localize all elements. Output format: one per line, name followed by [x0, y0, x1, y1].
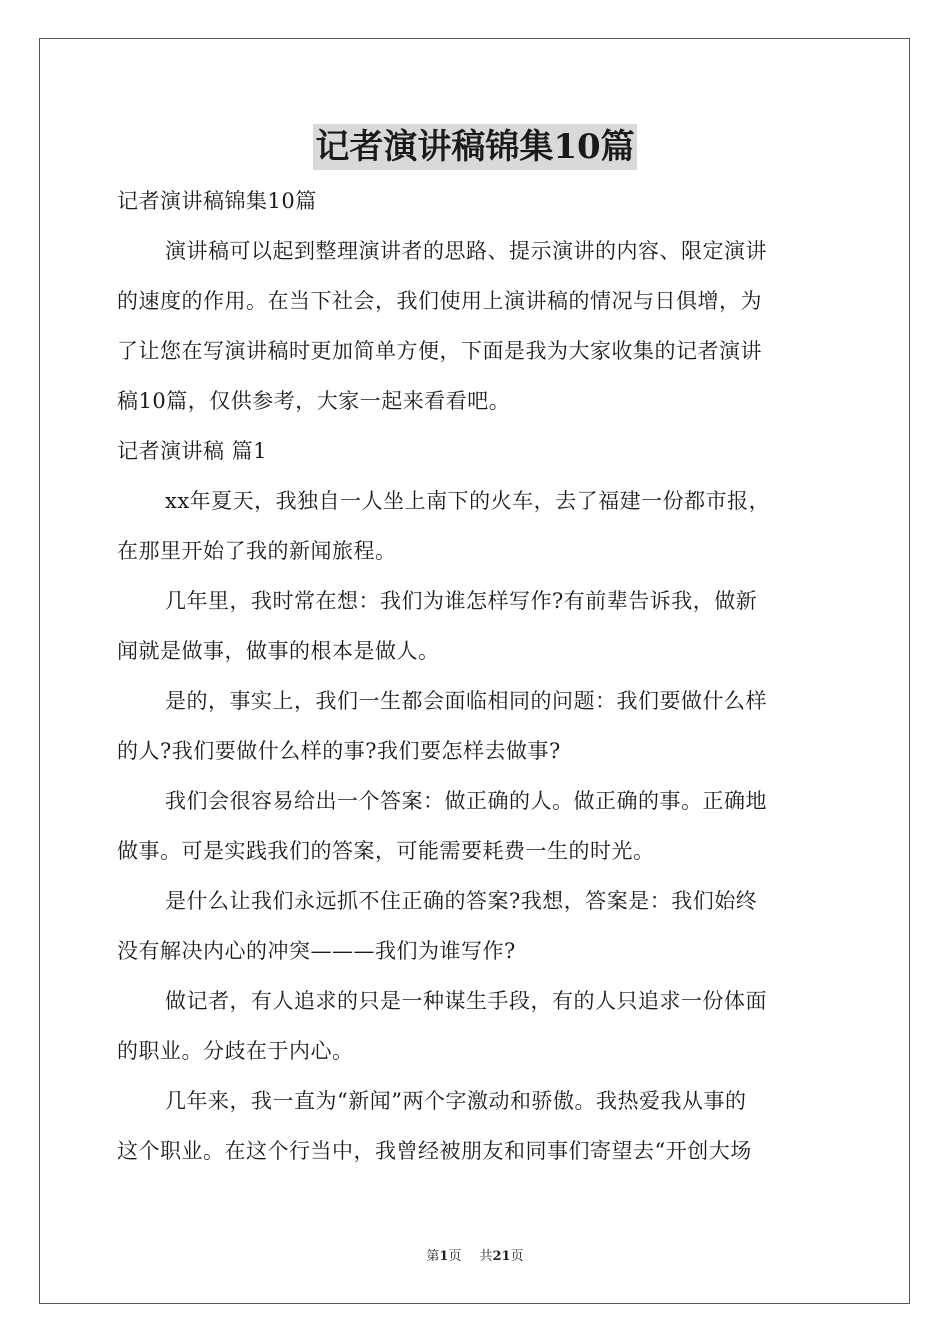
body-line-4: 稿10篇，仅供参考，大家一起来看看吧。: [117, 389, 511, 413]
body-line-10: 是的，事实上，我们一生都会面临相同的问题：我们要做什么样: [165, 689, 767, 713]
body-line-14: 是什么让我们永远抓不住正确的答案?我想，答案是：我们始终: [165, 889, 758, 913]
body-line-12: 我们会很容易给出一个答案：做正确的人。做正确的事。正确地: [165, 789, 767, 813]
body-line-13: 做事。可是实践我们的答案，可能需要耗费一生的时光。: [117, 839, 655, 863]
body-line-8: 几年里，我时常在想：我们为谁怎样写作?有前辈告诉我，做新: [165, 589, 758, 613]
body-line-3: 了让您在写演讲稿时更加简单方便，下面是我为大家收集的记者演讲: [117, 339, 762, 363]
document-title-container: [0, 124, 950, 172]
body-line-15: 没有解决内心的冲突———我们为谁写作?: [117, 939, 516, 963]
page-current: 1: [439, 1249, 449, 1264]
document-body: [117, 176, 835, 1176]
body-line-19: 这个职业。在这个行当中，我曾经被朋友和同事们寄望去“开创大场: [117, 1139, 752, 1163]
body-line-18: 几年来，我一直为“新闻”两个字激动和骄傲。我热爱我从事的: [165, 1089, 747, 1113]
body-line-5: 记者演讲稿 篇1: [117, 439, 268, 463]
document-title: 记者演讲稿锦集10篇: [313, 124, 636, 170]
body-line-17: 的职业。分歧在于内心。: [117, 1039, 354, 1063]
total-suffix: 页: [510, 1249, 524, 1264]
total-prefix: 共: [479, 1249, 493, 1264]
body-line-6: xx年夏天，我独自一人坐上南下的火车，去了福建一份都市报，: [165, 489, 771, 513]
body-line-16: 做记者，有人追求的只是一种谋生手段，有的人只追求一份体面: [165, 989, 767, 1013]
body-line-0: 记者演讲稿锦集10篇: [117, 189, 317, 213]
page-suffix: 页: [448, 1249, 462, 1264]
body-line-1: 演讲稿可以起到整理演讲者的思路、提示演讲的内容、限定演讲: [165, 239, 767, 263]
body-line-9: 闻就是做事，做事的根本是做人。: [117, 639, 440, 663]
page-footer: [0, 1248, 950, 1266]
page-total: 21: [492, 1249, 511, 1264]
page-prefix: 第: [426, 1249, 440, 1264]
body-line-2: 的速度的作用。在当下社会，我们使用上演讲稿的情况与日俱增，为: [117, 289, 762, 313]
body-line-11: 的人?我们要做什么样的事?我们要怎样去做事?: [117, 739, 561, 763]
body-line-7: 在那里开始了我的新闻旅程。: [117, 539, 397, 563]
